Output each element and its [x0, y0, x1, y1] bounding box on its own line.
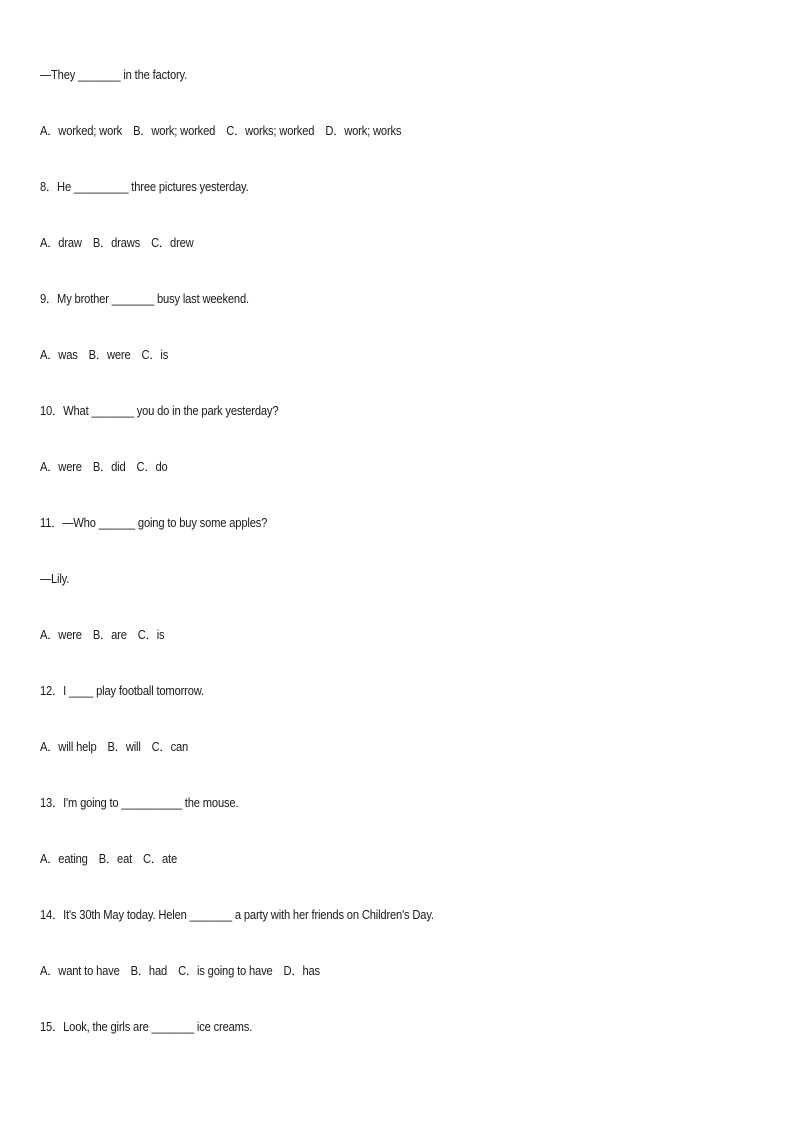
- question-11-reply: —Lily.: [40, 571, 70, 586]
- question-12: 12．I ____ play football tomorrow.: [40, 683, 204, 698]
- question-7-options: A．worked; work B．work; worked C．works; worked D．work; works: [40, 123, 402, 138]
- question-11-options: A．were B．are C．is: [40, 627, 165, 642]
- question-14: 14．It's 30th May today. Helen _______ a party with her friends on Children's Day.: [40, 907, 434, 922]
- question-9-options: A．was B．were C．is: [40, 347, 169, 362]
- question-9: 9．My brother _______ busy last weekend.: [40, 291, 249, 306]
- question-13: 13．I'm going to __________ the mouse.: [40, 795, 239, 810]
- question-7-answer-prompt: —They _______ in the factory.: [40, 67, 188, 82]
- question-11: 11．—Who ______ going to buy some apples?: [40, 515, 268, 530]
- question-15: 15．Look, the girls are _______ ice creams.: [40, 1019, 253, 1034]
- question-10: 10．What _______ you do in the park yesterday?: [40, 403, 279, 418]
- question-14-options: A．want to have B．had C．is going to have D．has: [40, 963, 320, 978]
- question-12-options: A．will help B．will C．can: [40, 739, 189, 754]
- question-8-options: A．draw B．draws C．drew: [40, 235, 194, 250]
- question-13-options: A．eating B．eat C．ate: [40, 851, 177, 866]
- question-10-options: A．were B．did C．do: [40, 459, 168, 474]
- question-8: 8．He _________ three pictures yesterday.: [40, 179, 249, 194]
